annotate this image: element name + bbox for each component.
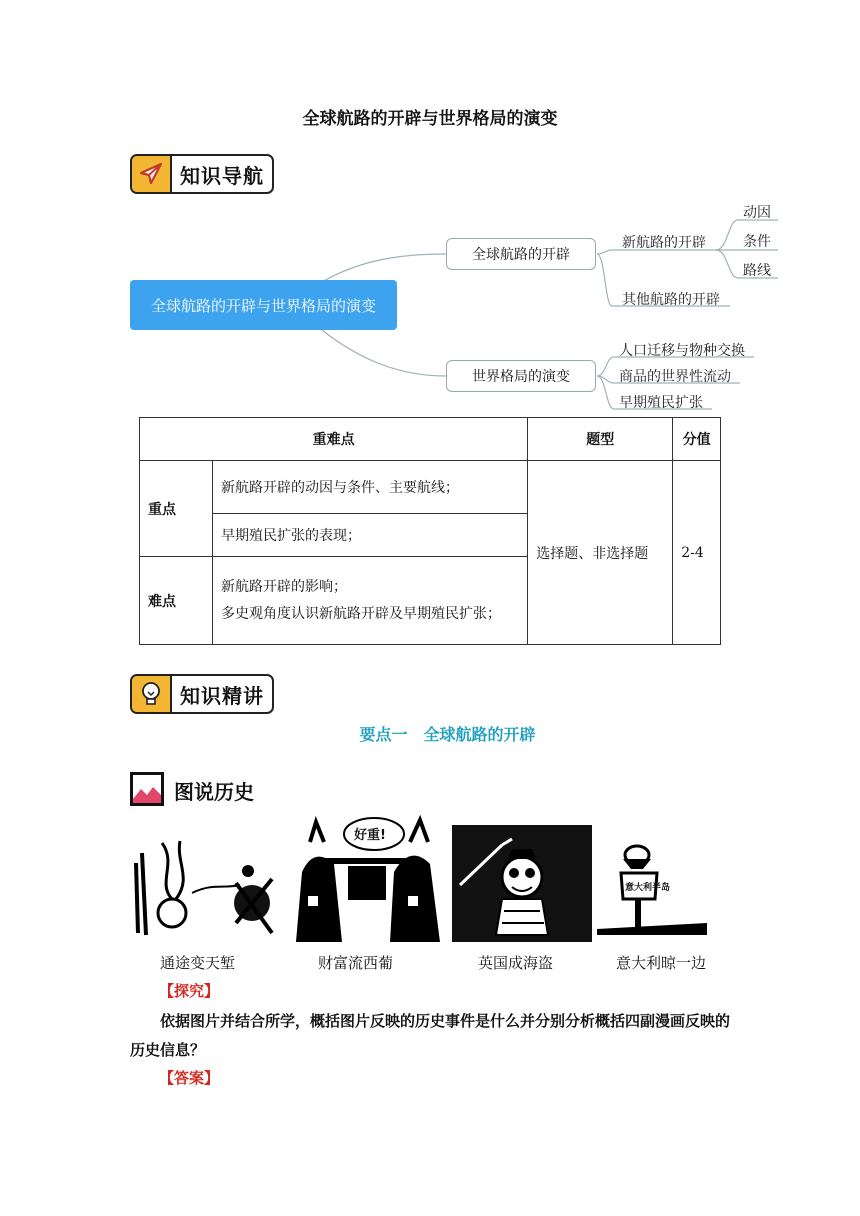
section-label: 知识精讲 xyxy=(180,683,264,708)
cartoon-caption: 意大利晾一边 xyxy=(616,954,707,972)
cartoon-caption: 英国成海盗 xyxy=(478,954,554,972)
difficulty-label: 难点 xyxy=(140,557,213,645)
mindmap-branch-world-pattern: 世界格局的演变 xyxy=(446,360,596,392)
cartoon-route-blocked xyxy=(132,823,284,941)
point-title: 要点一 全球航路的开辟 xyxy=(359,725,536,744)
lightbulb-icon xyxy=(132,676,172,712)
explore-question: 依据图片并结合所学，概括图片反映的历史事件是什么并分别分析概括四副漫画反映的历史信息？ xyxy=(130,1012,731,1059)
question-type: 选择题、非选择题 xyxy=(528,461,673,645)
page-title: 全球航路的开辟与世界格局的演变 xyxy=(302,109,558,129)
mindmap-leaf: 路线 xyxy=(743,263,771,279)
mindmap-leaf: 早期殖民扩张 xyxy=(619,395,703,411)
table-header: 重难点 xyxy=(140,418,528,461)
key-label: 重点 xyxy=(140,461,213,557)
score: 2-4 xyxy=(673,461,721,645)
cartoon-wealth-flows xyxy=(290,812,446,942)
table-header: 分值 xyxy=(673,418,721,461)
cartoon-caption: 通途变天堑 xyxy=(160,954,236,972)
picture-icon xyxy=(130,772,164,806)
key-item: 新航路开辟的动因与条件、主要航线； xyxy=(213,461,528,514)
explore-label: 【探究】 xyxy=(159,982,220,1000)
difficulty-item: 新航路开辟的影响； xyxy=(221,578,347,595)
section-label: 知识导航 xyxy=(180,163,264,188)
mindmap-leaf: 条件 xyxy=(743,234,771,250)
mindmap-node-other-routes: 其他航路的开辟 xyxy=(622,292,720,308)
section-label-history-pictures: 图说历史 xyxy=(174,780,254,804)
cartoon-english-pirate xyxy=(452,825,592,942)
key-points-table xyxy=(139,417,721,645)
speech-bubble: 好重! xyxy=(354,828,386,843)
difficulty-items xyxy=(213,557,528,645)
sign-text: 意大利半岛 xyxy=(625,883,671,893)
key-item: 早期殖民扩张的表现； xyxy=(213,514,528,557)
difficulty-item: 多史观角度认识新航路开辟及早期殖民扩张； xyxy=(221,605,501,622)
table-header: 题型 xyxy=(528,418,673,461)
mindmap-leaf: 动因 xyxy=(743,205,771,221)
mindmap-leaf: 人口迁移与物种交换 xyxy=(619,343,745,359)
cartoon-italy-sidelined xyxy=(597,833,707,935)
mindmap-node-new-routes: 新航路的开辟 xyxy=(622,235,706,251)
cartoon-caption: 财富流西葡 xyxy=(318,954,394,972)
mindmap-branch-routes: 全球航路的开辟 xyxy=(446,238,596,270)
answer-label: 【答案】 xyxy=(159,1069,220,1087)
mindmap-root: 全球航路的开辟与世界格局的演变 xyxy=(130,280,397,330)
section-badge-lecture xyxy=(130,674,274,714)
mindmap-leaf: 商品的世界性流动 xyxy=(619,369,731,385)
